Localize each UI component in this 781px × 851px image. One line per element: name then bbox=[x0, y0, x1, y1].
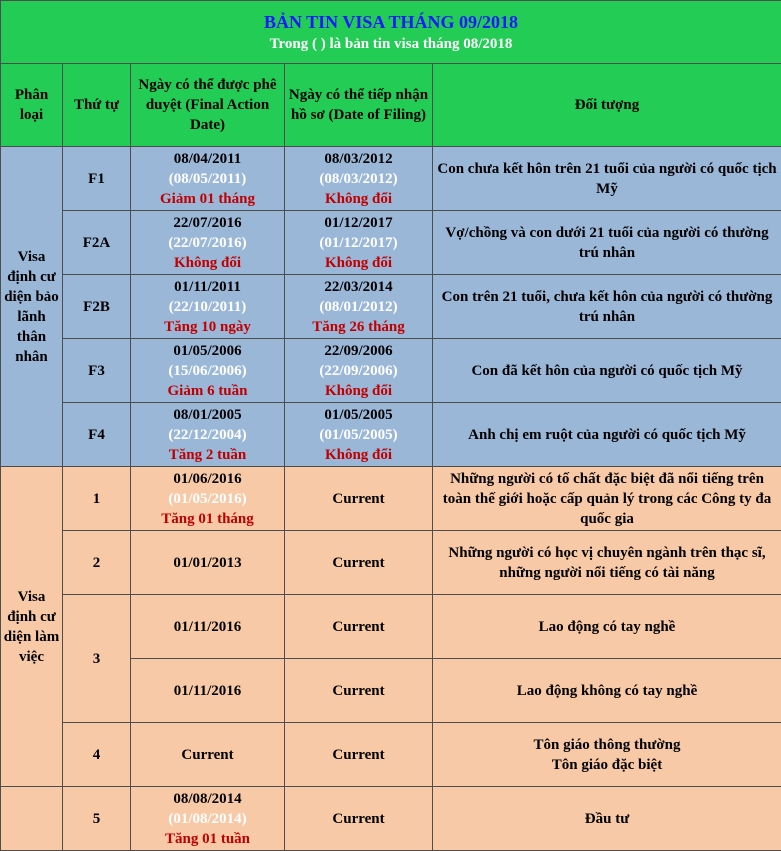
final-action-change: Giảm 6 tuần bbox=[133, 381, 282, 401]
previous-final-action-date: (15/06/2006) bbox=[133, 361, 282, 381]
final-action-change: Tăng 2 tuần bbox=[133, 445, 282, 465]
final-action-cell: 01/11/2016 bbox=[131, 595, 285, 659]
table-row-eb3-skilled bbox=[1, 595, 781, 659]
previous-final-action-date: (01/05/2016) bbox=[133, 489, 282, 509]
previous-final-action-date: (22/10/2011) bbox=[133, 297, 282, 317]
previous-filing-date: (08/03/2012) bbox=[287, 169, 430, 189]
filing-change: Không đổi bbox=[287, 253, 430, 273]
final-action-date: 22/07/2016 bbox=[133, 213, 282, 233]
header-final-action-date: Ngày có thể được phê duyệt (Final Action Date) bbox=[131, 64, 285, 147]
filing-change: Tăng 26 tháng bbox=[287, 317, 430, 337]
order-cell: F2B bbox=[63, 275, 131, 339]
final-action-cell bbox=[131, 467, 285, 531]
previous-filing-date: (01/05/2005) bbox=[287, 425, 430, 445]
previous-filing-date: (08/01/2012) bbox=[287, 297, 430, 317]
filing-cell bbox=[285, 403, 433, 467]
table-row-f2a bbox=[1, 211, 781, 275]
final-action-change: Không đổi bbox=[133, 253, 282, 273]
subject-cell bbox=[433, 723, 781, 787]
final-action-date: 08/01/2005 bbox=[133, 405, 282, 425]
order-cell: 4 bbox=[63, 723, 131, 787]
table-row-f4 bbox=[1, 403, 781, 467]
filing-date: 01/05/2005 bbox=[287, 405, 430, 425]
order-cell: F1 bbox=[63, 147, 131, 211]
final-action-cell: 01/01/2013 bbox=[131, 531, 285, 595]
filing-change: Không đổi bbox=[287, 381, 430, 401]
header-row bbox=[1, 64, 781, 147]
table-row-eb1 bbox=[1, 467, 781, 531]
filing-cell bbox=[285, 211, 433, 275]
table-row-f2b bbox=[1, 275, 781, 339]
subject-cell: Vợ/chồng và con dưới 21 tuổi của người có thường trú nhân bbox=[433, 211, 781, 275]
table-row-f1 bbox=[1, 147, 781, 211]
category-empty bbox=[1, 787, 63, 851]
filing-date: 22/03/2014 bbox=[287, 277, 430, 297]
filing-cell: Current bbox=[285, 467, 433, 531]
final-action-cell bbox=[131, 403, 285, 467]
final-action-cell: Current bbox=[131, 723, 285, 787]
header-order: Thứ tự bbox=[63, 64, 131, 147]
page-title: BẢN TIN VISA THÁNG 09/2018 bbox=[3, 10, 779, 34]
filing-date: 08/03/2012 bbox=[287, 149, 430, 169]
final-action-date: 01/05/2006 bbox=[133, 341, 282, 361]
order-cell: 1 bbox=[63, 467, 131, 531]
filing-cell bbox=[285, 339, 433, 403]
final-action-date: 01/11/2011 bbox=[133, 277, 282, 297]
subject-cell: Những người có học vị chuyên ngành trên thạc sĩ, những người nổi tiếng có tài năng bbox=[433, 531, 781, 595]
previous-final-action-date: (22/07/2016) bbox=[133, 233, 282, 253]
table-row-eb2 bbox=[1, 531, 781, 595]
final-action-change: Tăng 01 tuần bbox=[133, 829, 282, 849]
filing-cell bbox=[285, 275, 433, 339]
table-row-eb5 bbox=[1, 787, 781, 851]
final-action-cell: 01/11/2016 bbox=[131, 659, 285, 723]
filing-change: Không đổi bbox=[287, 189, 430, 209]
previous-final-action-date: (08/05/2011) bbox=[133, 169, 282, 189]
subject-line: Tôn giáo đặc biệt bbox=[435, 755, 779, 775]
previous-final-action-date: (22/12/2004) bbox=[133, 425, 282, 445]
subject-cell: Con chưa kết hôn trên 21 tuổi của người có quốc tịch Mỹ bbox=[433, 147, 781, 211]
final-action-date: 08/08/2014 bbox=[133, 789, 282, 809]
subject-cell: Con trên 21 tuổi, chưa kết hôn của người có thường trú nhân bbox=[433, 275, 781, 339]
table-row-f3 bbox=[1, 339, 781, 403]
subject-cell: Những người có tố chất đặc biệt đã nổi tiếng trên toàn thế giới hoặc cấp quản lý trong các Công ty đa quốc gia bbox=[433, 467, 781, 531]
filing-cell: Current bbox=[285, 595, 433, 659]
order-cell: F3 bbox=[63, 339, 131, 403]
order-cell: 5 bbox=[63, 787, 131, 851]
filing-cell: Current bbox=[285, 787, 433, 851]
header-date-of-filing: Ngày có thể tiếp nhận hồ sơ (Date of Filing) bbox=[285, 64, 433, 147]
filing-cell: Current bbox=[285, 723, 433, 787]
subject-cell: Đầu tư bbox=[433, 787, 781, 851]
order-cell: 2 bbox=[63, 531, 131, 595]
title-banner bbox=[1, 1, 781, 64]
final-action-date: 01/06/2016 bbox=[133, 469, 282, 489]
category-employment: Visa định cư diện làm việc bbox=[1, 467, 63, 787]
category-family: Visa định cư diện bảo lãnh thân nhân bbox=[1, 147, 63, 467]
subject-line: Tôn giáo thông thường bbox=[435, 735, 779, 755]
filing-date: 22/09/2006 bbox=[287, 341, 430, 361]
subject-cell: Lao động có tay nghề bbox=[433, 595, 781, 659]
page-subtitle: Trong ( ) là bản tin visa tháng 08/2018 bbox=[3, 34, 779, 54]
final-action-cell bbox=[131, 275, 285, 339]
final-action-change: Tăng 01 tháng bbox=[133, 509, 282, 529]
table-row-eb4 bbox=[1, 723, 781, 787]
subject-cell: Lao động không có tay nghề bbox=[433, 659, 781, 723]
order-cell: F4 bbox=[63, 403, 131, 467]
filing-cell: Current bbox=[285, 659, 433, 723]
final-action-cell bbox=[131, 211, 285, 275]
header-subject: Đối tượng bbox=[433, 64, 781, 147]
subject-cell: Con đã kết hôn của người có quốc tịch Mỹ bbox=[433, 339, 781, 403]
final-action-cell bbox=[131, 787, 285, 851]
final-action-date: 08/04/2011 bbox=[133, 149, 282, 169]
filing-date: 01/12/2017 bbox=[287, 213, 430, 233]
filing-cell: Current bbox=[285, 531, 433, 595]
order-cell: 3 bbox=[63, 595, 131, 723]
previous-filing-date: (01/12/2017) bbox=[287, 233, 430, 253]
final-action-cell bbox=[131, 147, 285, 211]
subject-cell: Anh chị em ruột của người có quốc tịch Mỹ bbox=[433, 403, 781, 467]
previous-final-action-date: (01/08/2014) bbox=[133, 809, 282, 829]
previous-filing-date: (22/09/2006) bbox=[287, 361, 430, 381]
final-action-change: Giảm 01 tháng bbox=[133, 189, 282, 209]
order-cell: F2A bbox=[63, 211, 131, 275]
filing-change: Không đổi bbox=[287, 445, 430, 465]
header-category: Phân loại bbox=[1, 64, 63, 147]
filing-cell bbox=[285, 147, 433, 211]
final-action-change: Tăng 10 ngày bbox=[133, 317, 282, 337]
final-action-cell bbox=[131, 339, 285, 403]
